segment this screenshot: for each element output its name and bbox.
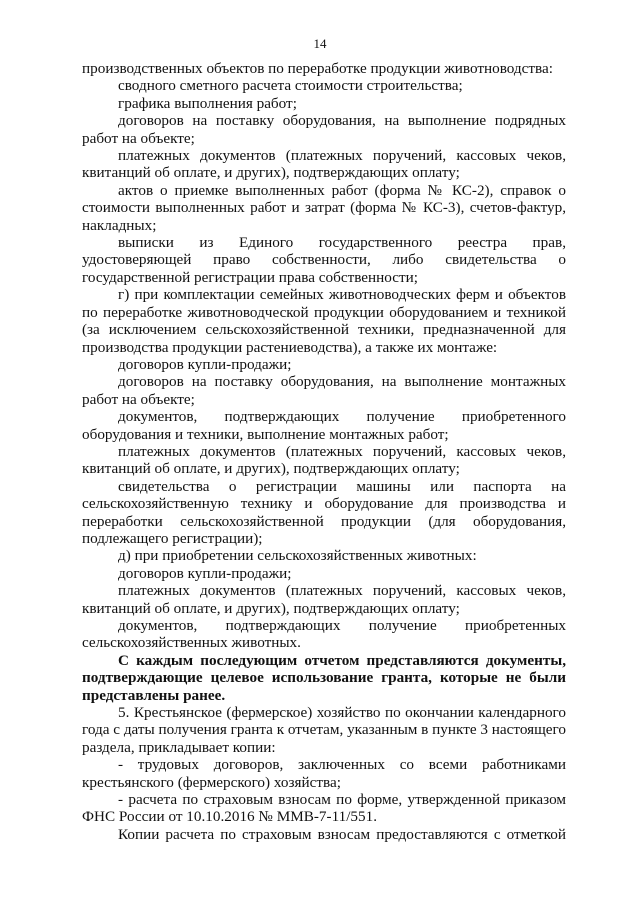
- paragraph: 5. Крестьянское (фермерское) хозяйство по окончании календарного года с даты получения гранта к отчетам, указанным в пункте 3 настоящего раздела, прикладывает копии:: [82, 704, 566, 756]
- paragraph: договоров на поставку оборудования, на выполнение подрядных работ на объекте;: [82, 112, 566, 147]
- paragraph: - расчета по страховым взносам по форме, утвержденной приказом ФНС России от 10.10.2016 № ММВ-7-11/551.: [82, 791, 566, 826]
- paragraph: - трудовых договоров, заключенных со всеми работниками крестьянского (фермерского) хозяйства;: [82, 756, 566, 791]
- paragraph: платежных документов (платежных поручений, кассовых чеков, квитанций об оплате, и других), подтверждающих оплату;: [82, 582, 566, 617]
- paragraph: договоров на поставку оборудования, на выполнение монтажных работ на объекте;: [82, 373, 566, 408]
- paragraph: платежных документов (платежных поручений, кассовых чеков, квитанций об оплате, и других), подтверждающих оплату;: [82, 442, 566, 478]
- document-body: [82, 60, 566, 843]
- paragraph: д) при приобретении сельскохозяйственных животных:: [118, 547, 477, 565]
- paragraph: сводного сметного расчета стоимости строительства;: [118, 77, 463, 95]
- paragraph: свидетельства о регистрации машины или паспорта на сельскохозяйственную технику и оборудование для производства и переработки сельскохозяйственной продукции (для оборудования, подлежащего регистрации);: [82, 477, 566, 547]
- paragraph: документов, подтверждающих получение приобретенного оборудования и техники, выполнение монтажных работ;: [82, 408, 566, 443]
- paragraph: документов, подтверждающих получение приобретенных сельскохозяйственных животных.: [82, 617, 566, 652]
- paragraph: выписки из Единого государственного реестра прав, удостоверяющей право собственности, либо свидетельства о государственной регистрации права собственности;: [82, 234, 566, 286]
- paragraph: платежных документов (платежных поручений, кассовых чеков, квитанций об оплате, и других), подтверждающих оплату;: [82, 147, 566, 182]
- paragraph: актов о приемке выполненных работ (форма № КС-2), справок о стоимости выполненных работ и затрат (форма № КС-3), счетов-фактур, накладных;: [82, 181, 566, 234]
- paragraph: С каждым последующим отчетом представляются документы, подтверждающие целевое использование гранта, которые не были представлены ранее.: [82, 651, 566, 704]
- paragraph: договоров купли-продажи;: [118, 355, 292, 373]
- paragraph: г) при комплектации семейных животноводческих ферм и объектов по переработке животноводческой продукции оборудованием и техникой (за исключением сельскохозяйственной техники, предназначенной для производства продукции растениеводства), а также их монтаже:: [82, 286, 566, 356]
- page-number: 14: [313, 36, 327, 51]
- paragraph: Копии расчета по страховым взносам предоставляются с отметкой: [118, 825, 566, 843]
- paragraph: производственных объектов по переработке продукции животноводства:: [82, 60, 553, 77]
- paragraph: договоров купли-продажи;: [118, 564, 292, 582]
- paragraph: графика выполнения работ;: [118, 94, 297, 112]
